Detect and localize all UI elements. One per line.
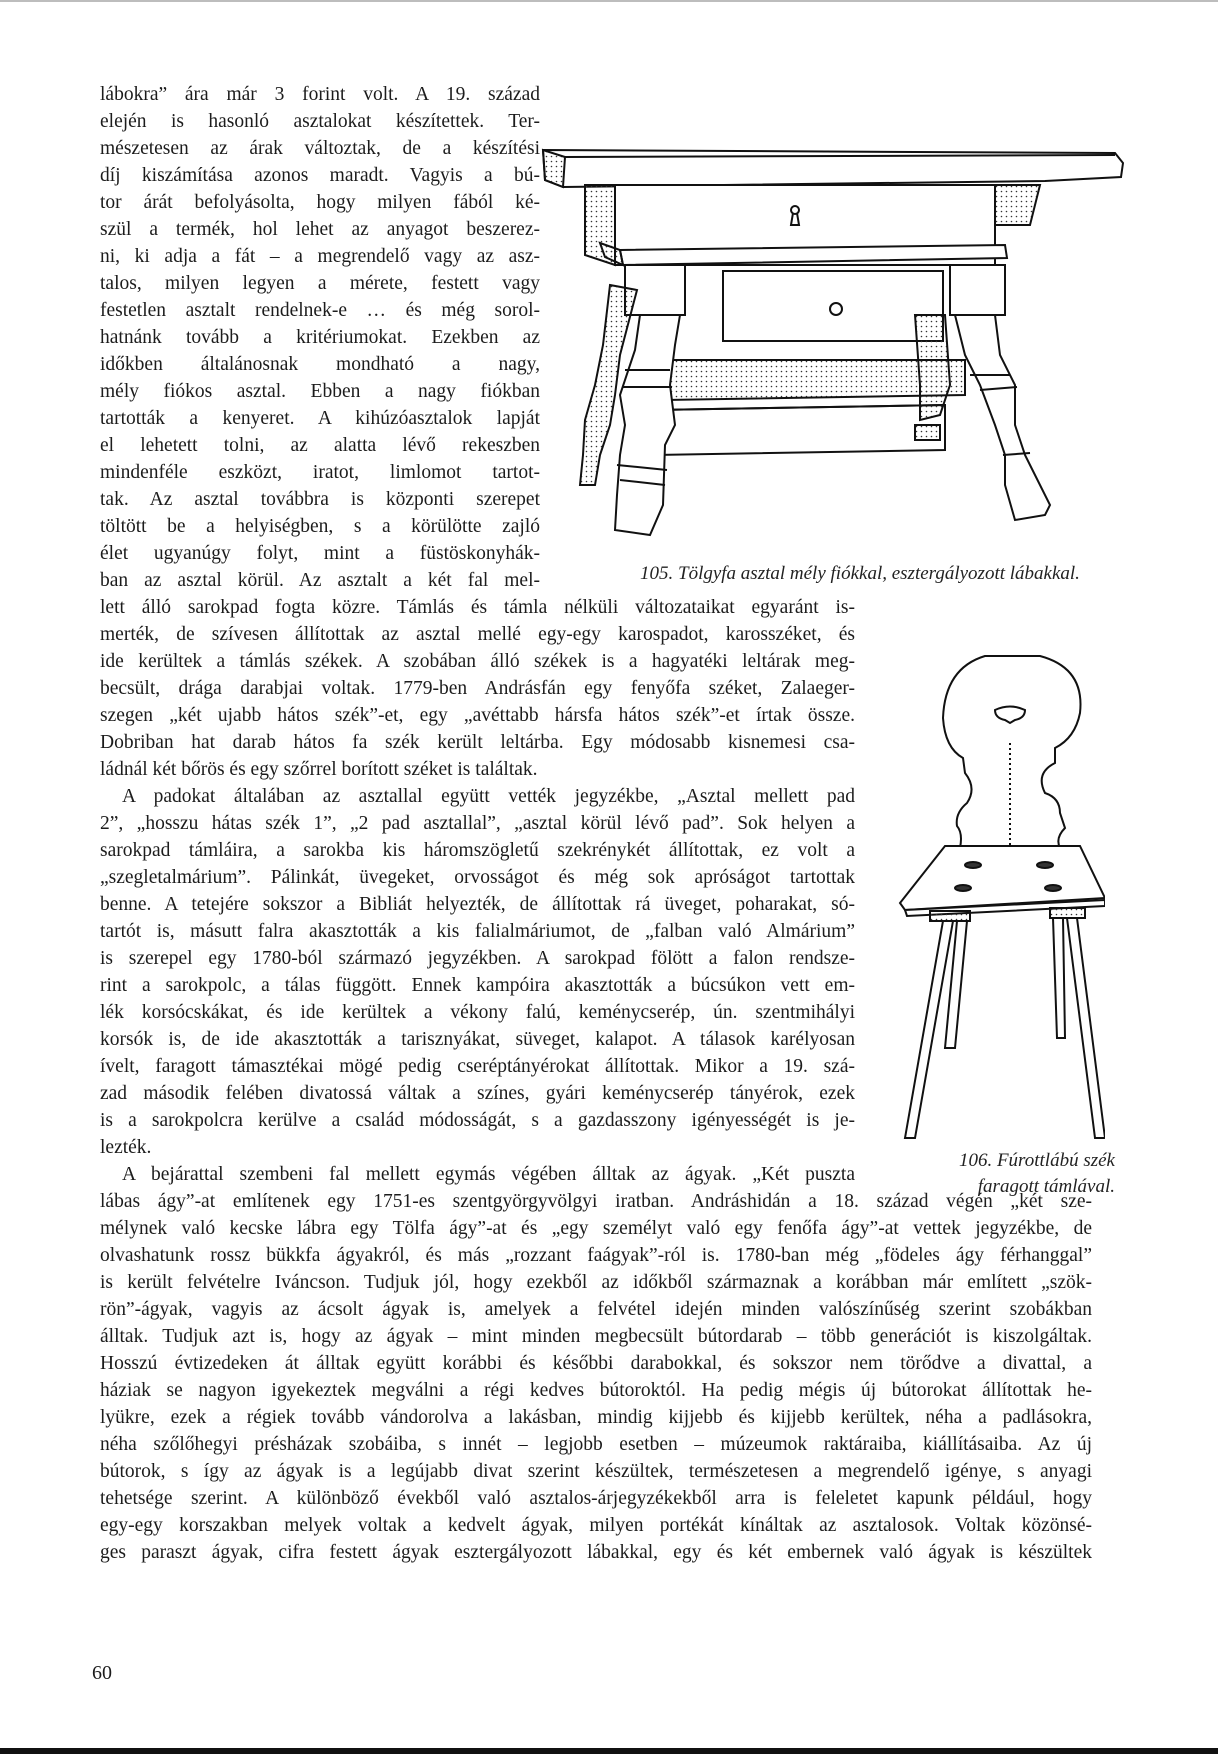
text-line: hatnánk tovább a kritériumokat. Ezekben az <box>100 327 540 348</box>
text-line: tor árát befolyásolta, hogy milyen fából ké- <box>100 192 540 213</box>
text-line: lábas ágy”-at említenek egy 1751-es szentgyörgyvölgyi iratban. Andráshidán a 18. század végén „két sze- <box>100 1191 1092 1212</box>
text-line: is került felvételre Iváncson. Tudjuk jól, hogy ezekből az időkből származnak a korábban már említett „szök- <box>100 1272 1092 1293</box>
text-line: néha szőlőhegyi présházak szobáiba, s innét – legjobb esetben – múzeumok raktáraiba, kiállításaiba. Az új <box>100 1434 1092 1455</box>
text-line: tartották a kenyeret. A kihúzóasztalok lapját <box>100 408 540 429</box>
text-line: egy-egy korszakban melyek voltak a kedvelt ágyak, milyen portékát kínáltak az asztalosok. Voltak közönsé- <box>100 1515 1092 1536</box>
text-line: élet ugyanúgy folyt, mint a füstöskonyhák- <box>100 543 540 564</box>
page-number: 60 <box>92 1662 112 1684</box>
text-line: ni, ki adja a fát – a megrendelő vagy az asz- <box>100 246 540 267</box>
paragraph-start: A bejárattal szembeni fal mellett egymás végében álltak az ágyak. „Két puszta <box>122 1164 855 1185</box>
text-line: ívelt, faragott támasztékai mögé pedig cseréptányérokat állítottak. Mikor a 19. szá- <box>100 1056 855 1077</box>
text-line: is a sarokpolcra kerülve a család módosságát, s a gazdasszony igényességét is je- <box>100 1110 855 1131</box>
text-line: szegen „két ujabb hátos szék”-et, egy „avéttabb hársfa hátos szék”-et írtak össze. <box>100 705 855 726</box>
text-line: bútorok, s így az ágyak is a legújabb divat szerint készültek, természetesen a megrendelő igénye, s anyagi <box>100 1461 1092 1482</box>
text-line: merték, de szívesen állítottak az asztal mellé egy-egy karospadot, karosszéket, és <box>100 624 855 645</box>
text-line: álltak. Tudjuk azt is, hogy az ágyak – mint minden megbecsült bútordarab – több generációt is kiszolgáltak. <box>100 1326 1092 1347</box>
page-top-edge <box>0 0 1218 2</box>
text-line: Hosszú évtizedeken át álltak együtt korábbi és későbbi darabokkal, és sokszor nem törődve a divattal, a <box>100 1353 1092 1374</box>
text-line: ban az asztal körül. Az asztalt a két fal mel- <box>100 570 540 591</box>
text-line: tehetsége szerint. A különböző évekből való asztalos-árjegyzékekből arra is feleletet kapunk például, hogy <box>100 1488 1092 1509</box>
text-line: lék korsócskákat, és ide kerültek a vékony falú, keménycserép, ún. szentmihályi <box>100 1002 855 1023</box>
text-line: „szegletalmárium”. Pálinkát, üvegeket, orvosságot és még sok apróságot tartottak <box>100 867 855 888</box>
text-line: tartót is, másutt falra akasztották a kis falialmáriumot, de „falban való Almárium” <box>100 921 855 942</box>
text-line: lezték. <box>100 1137 152 1158</box>
text-line: lyükre, ezek a régiek tovább vándorolva a lakásban, mindig kijjebb és kijjebb kerültek, néha a padlásokra, <box>100 1407 1092 1428</box>
text-line: mindenféle eszközt, iratot, limlomot tartot- <box>100 462 540 483</box>
text-line: elején is hasonló asztalokat készítettek. Ter- <box>100 111 540 132</box>
text-line: ges paraszt ágyak, cifra festett ágyak esztergályozott lábakkal, egy és két embernek való ágyak is készültek <box>100 1542 1092 1563</box>
figure-106-caption-line1: 106. Fúrottlábú szék <box>958 1150 1115 1171</box>
text-line: lett álló sarokpad fogta közre. Támlás és támla nélküli változataikat egyaránt is- <box>100 597 855 618</box>
text-line: rint a sarokpolc, a tálas függött. Ennek kampóira akasztották a búcsúkon vett em- <box>100 975 855 996</box>
text-line: Dobriban hat darab hátos fa szék került leltárba. Egy módosabb kisnemesi csa- <box>100 732 855 753</box>
text-line: olvashatunk rossz bükkfa ágyakról, és más „rozzant faágyak”-ról is. 1780-ban még „födeles ágy férhanggal” <box>100 1245 1092 1266</box>
text-line: lábokra” ára már 3 forint volt. A 19. század <box>100 84 540 105</box>
page-bottom-edge <box>0 1748 1218 1754</box>
text-line: korsók is, de ide akasztották a tarisznyákat, süveget, kalapot. A tálasok karélyosan <box>100 1029 855 1050</box>
text-line: is szerepel egy 1780-ból származó jegyzékben. A sarokpad fölött a falon rendsze- <box>100 948 855 969</box>
chair-illustration <box>885 648 1105 1148</box>
text-line: ide kerültek a támlás székek. A szobában álló székek is a hagyatéki leltárak meg- <box>100 651 855 672</box>
figure-106-caption <box>920 1148 1115 1200</box>
text-line: háziak se nagyon igyekeztek megválni a régi kedves bútoroktól. Ha pedig mégis új bútorokat állítottak he- <box>100 1380 1092 1401</box>
text-line: időkben általánosnak mondható a nagy, <box>100 354 540 375</box>
text-line: zad második felében divatossá váltak a színes, gyári keménycserép tányérok, ezek <box>100 1083 855 1104</box>
text-line: benne. A tetejére sokszor a Bibliát helyezték, de állítottak rá üveget, poharakat, só- <box>100 894 855 915</box>
text-line: mészetesen az árak változtak, de a készítési <box>100 138 540 159</box>
text-line: mély fiókos asztal. Ebben a nagy fiókban <box>100 381 540 402</box>
paragraph-start: A padokat általában az asztallal együtt vették jegyzékbe, „Asztal mellett pad <box>122 786 855 807</box>
figure-105-caption: 105. Tölgyfa asztal mély fiókkal, esztergályozott lábakkal. <box>640 563 1080 584</box>
text-line: sarokpad támláira, a sarokba kis háromszögletű szekrénykét állítottak, ez volt a <box>100 840 855 861</box>
text-line: 2”, „hosszu hátas szék 1”, „2 pad asztallal”, „asztal körül lévő pad”. Sok helyen a <box>100 813 855 834</box>
text-line: töltött be a helyiségben, s a körülötte zajló <box>100 516 540 537</box>
text-line: mélynek való kecske lábra egy Tölfa ágy”-at és „egy személyt való egy fenőfa ágy”-at vettek jegyzékbe, de <box>100 1218 1092 1239</box>
text-line: szül a termék, hol lehet az anyagot beszerez- <box>100 219 540 240</box>
text-line: talos, milyen legyen a mérete, festett vagy <box>100 273 540 294</box>
text-line: becsült, drága darabjai voltak. 1779-ben Andrásfán egy fenyőfa széket, Zalaeger- <box>100 678 855 699</box>
text-line: díj kiszámítása azonos maradt. Vagyis a bú- <box>100 165 540 186</box>
figure-106-caption-line2: faragott támlával. <box>977 1176 1115 1197</box>
text-line: rön”-ágyak, vagyis az ácsolt ágyak is, amelyek a felvétel idején minden valószínűség szerint szobákban <box>100 1299 1092 1320</box>
text-line: ládnál két bőrös és egy szőrrel borított széket is találtak. <box>100 759 538 780</box>
text-line: el lehetett tolni, az alatta lévő rekeszben <box>100 435 540 456</box>
text-line: tak. Az asztal továbbra is központi szerepet <box>100 489 540 510</box>
table-illustration <box>525 125 1125 545</box>
text-line: festetlen asztalt rendelnek-e … és még sorol- <box>100 300 540 321</box>
